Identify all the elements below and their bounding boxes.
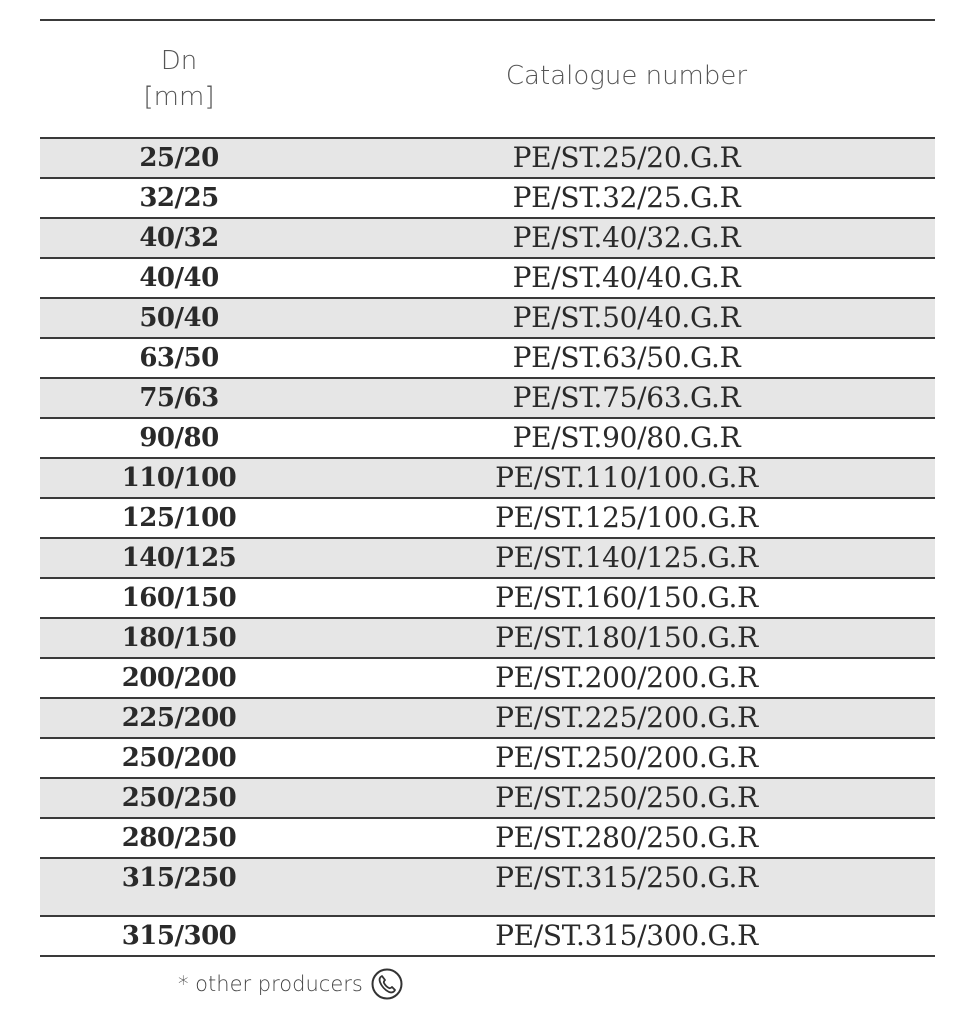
table-row: [40, 619, 935, 659]
catalogue-cell: PE/ST.250/200.G.R: [495, 741, 758, 774]
table-row: [40, 419, 935, 459]
footer-note: [178, 968, 403, 1000]
dn-cell: 40/32: [139, 223, 219, 253]
dn-cell: 63/50: [139, 343, 219, 373]
catalogue-cell: PE/ST.32/25.G.R: [512, 181, 741, 214]
dn-cell: 180/150: [121, 623, 237, 653]
dn-header-unit: [mm]: [143, 82, 215, 112]
table-header: [40, 21, 935, 139]
catalogue-cell: PE/ST.140/125.G.R: [495, 541, 758, 574]
dn-cell: 50/40: [139, 303, 219, 333]
table-row: [40, 379, 935, 419]
table-row: [40, 739, 935, 779]
catalogue-cell: PE/ST.40/40.G.R: [512, 261, 741, 294]
table-row: [40, 659, 935, 699]
catalogue-cell: PE/ST.315/300.G.R: [495, 919, 758, 952]
dn-cell: 225/200: [121, 703, 237, 733]
catalogue-cell: PE/ST.25/20.G.R: [512, 141, 741, 174]
catalogue-cell: PE/ST.110/100.G.R: [495, 461, 758, 494]
table-row: [40, 779, 935, 819]
table-row: [40, 259, 935, 299]
table-row: [40, 917, 935, 957]
table-row: [40, 579, 935, 619]
dn-header-label: Dn: [160, 46, 198, 76]
catalogue-cell: PE/ST.50/40.G.R: [512, 301, 741, 334]
table-row: [40, 819, 935, 859]
table-row: [40, 539, 935, 579]
catalogue-cell: PE/ST.280/250.G.R: [495, 821, 758, 854]
dn-cell: 125/100: [121, 503, 237, 533]
catalogue-table: [40, 19, 935, 957]
dn-header: [40, 21, 318, 137]
dn-cell: 110/100: [121, 463, 237, 493]
catalogue-header-label: Catalogue number: [505, 61, 748, 91]
catalogue-cell: PE/ST.75/63.G.R: [512, 381, 741, 414]
dn-cell: 315/300: [121, 921, 237, 951]
dn-cell: 90/80: [139, 423, 219, 453]
dn-cell: 315/250: [121, 863, 237, 893]
dn-cell: 140/125: [121, 543, 237, 573]
table-row: [40, 299, 935, 339]
catalogue-cell: PE/ST.315/250.G.R: [495, 861, 758, 894]
dn-cell: 250/250: [121, 783, 237, 813]
catalogue-cell: PE/ST.90/80.G.R: [512, 421, 741, 454]
catalogue-cell: PE/ST.200/200.G.R: [495, 661, 758, 694]
dn-cell: 280/250: [121, 823, 237, 853]
catalogue-cell: PE/ST.250/250.G.R: [495, 781, 758, 814]
dn-cell: 200/200: [121, 663, 237, 693]
catalogue-cell: PE/ST.63/50.G.R: [512, 341, 741, 374]
table-row: [40, 339, 935, 379]
dn-cell: 250/200: [121, 743, 237, 773]
catalogue-cell: PE/ST.225/200.G.R: [495, 701, 758, 734]
table-row: [40, 859, 935, 917]
catalogue-cell: PE/ST.180/150.G.R: [495, 621, 758, 654]
catalogue-cell: PE/ST.40/32.G.R: [512, 221, 741, 254]
table-row: [40, 499, 935, 539]
dn-cell: 32/25: [139, 183, 219, 213]
catalogue-cell: PE/ST.160/150.G.R: [495, 581, 758, 614]
table-row: [40, 179, 935, 219]
dn-cell: 40/40: [139, 263, 219, 293]
dn-cell: 25/20: [139, 143, 219, 173]
table-row: [40, 219, 935, 259]
footer-note-text: * other producers: [178, 972, 363, 996]
catalogue-cell: PE/ST.125/100.G.R: [495, 501, 758, 534]
table-row: [40, 459, 935, 499]
dn-cell: 160/150: [121, 583, 237, 613]
table-row: [40, 139, 935, 179]
catalogue-header: [318, 21, 935, 137]
dn-cell: 75/63: [139, 383, 219, 413]
phone-icon: [371, 968, 403, 1000]
table-row: [40, 699, 935, 739]
